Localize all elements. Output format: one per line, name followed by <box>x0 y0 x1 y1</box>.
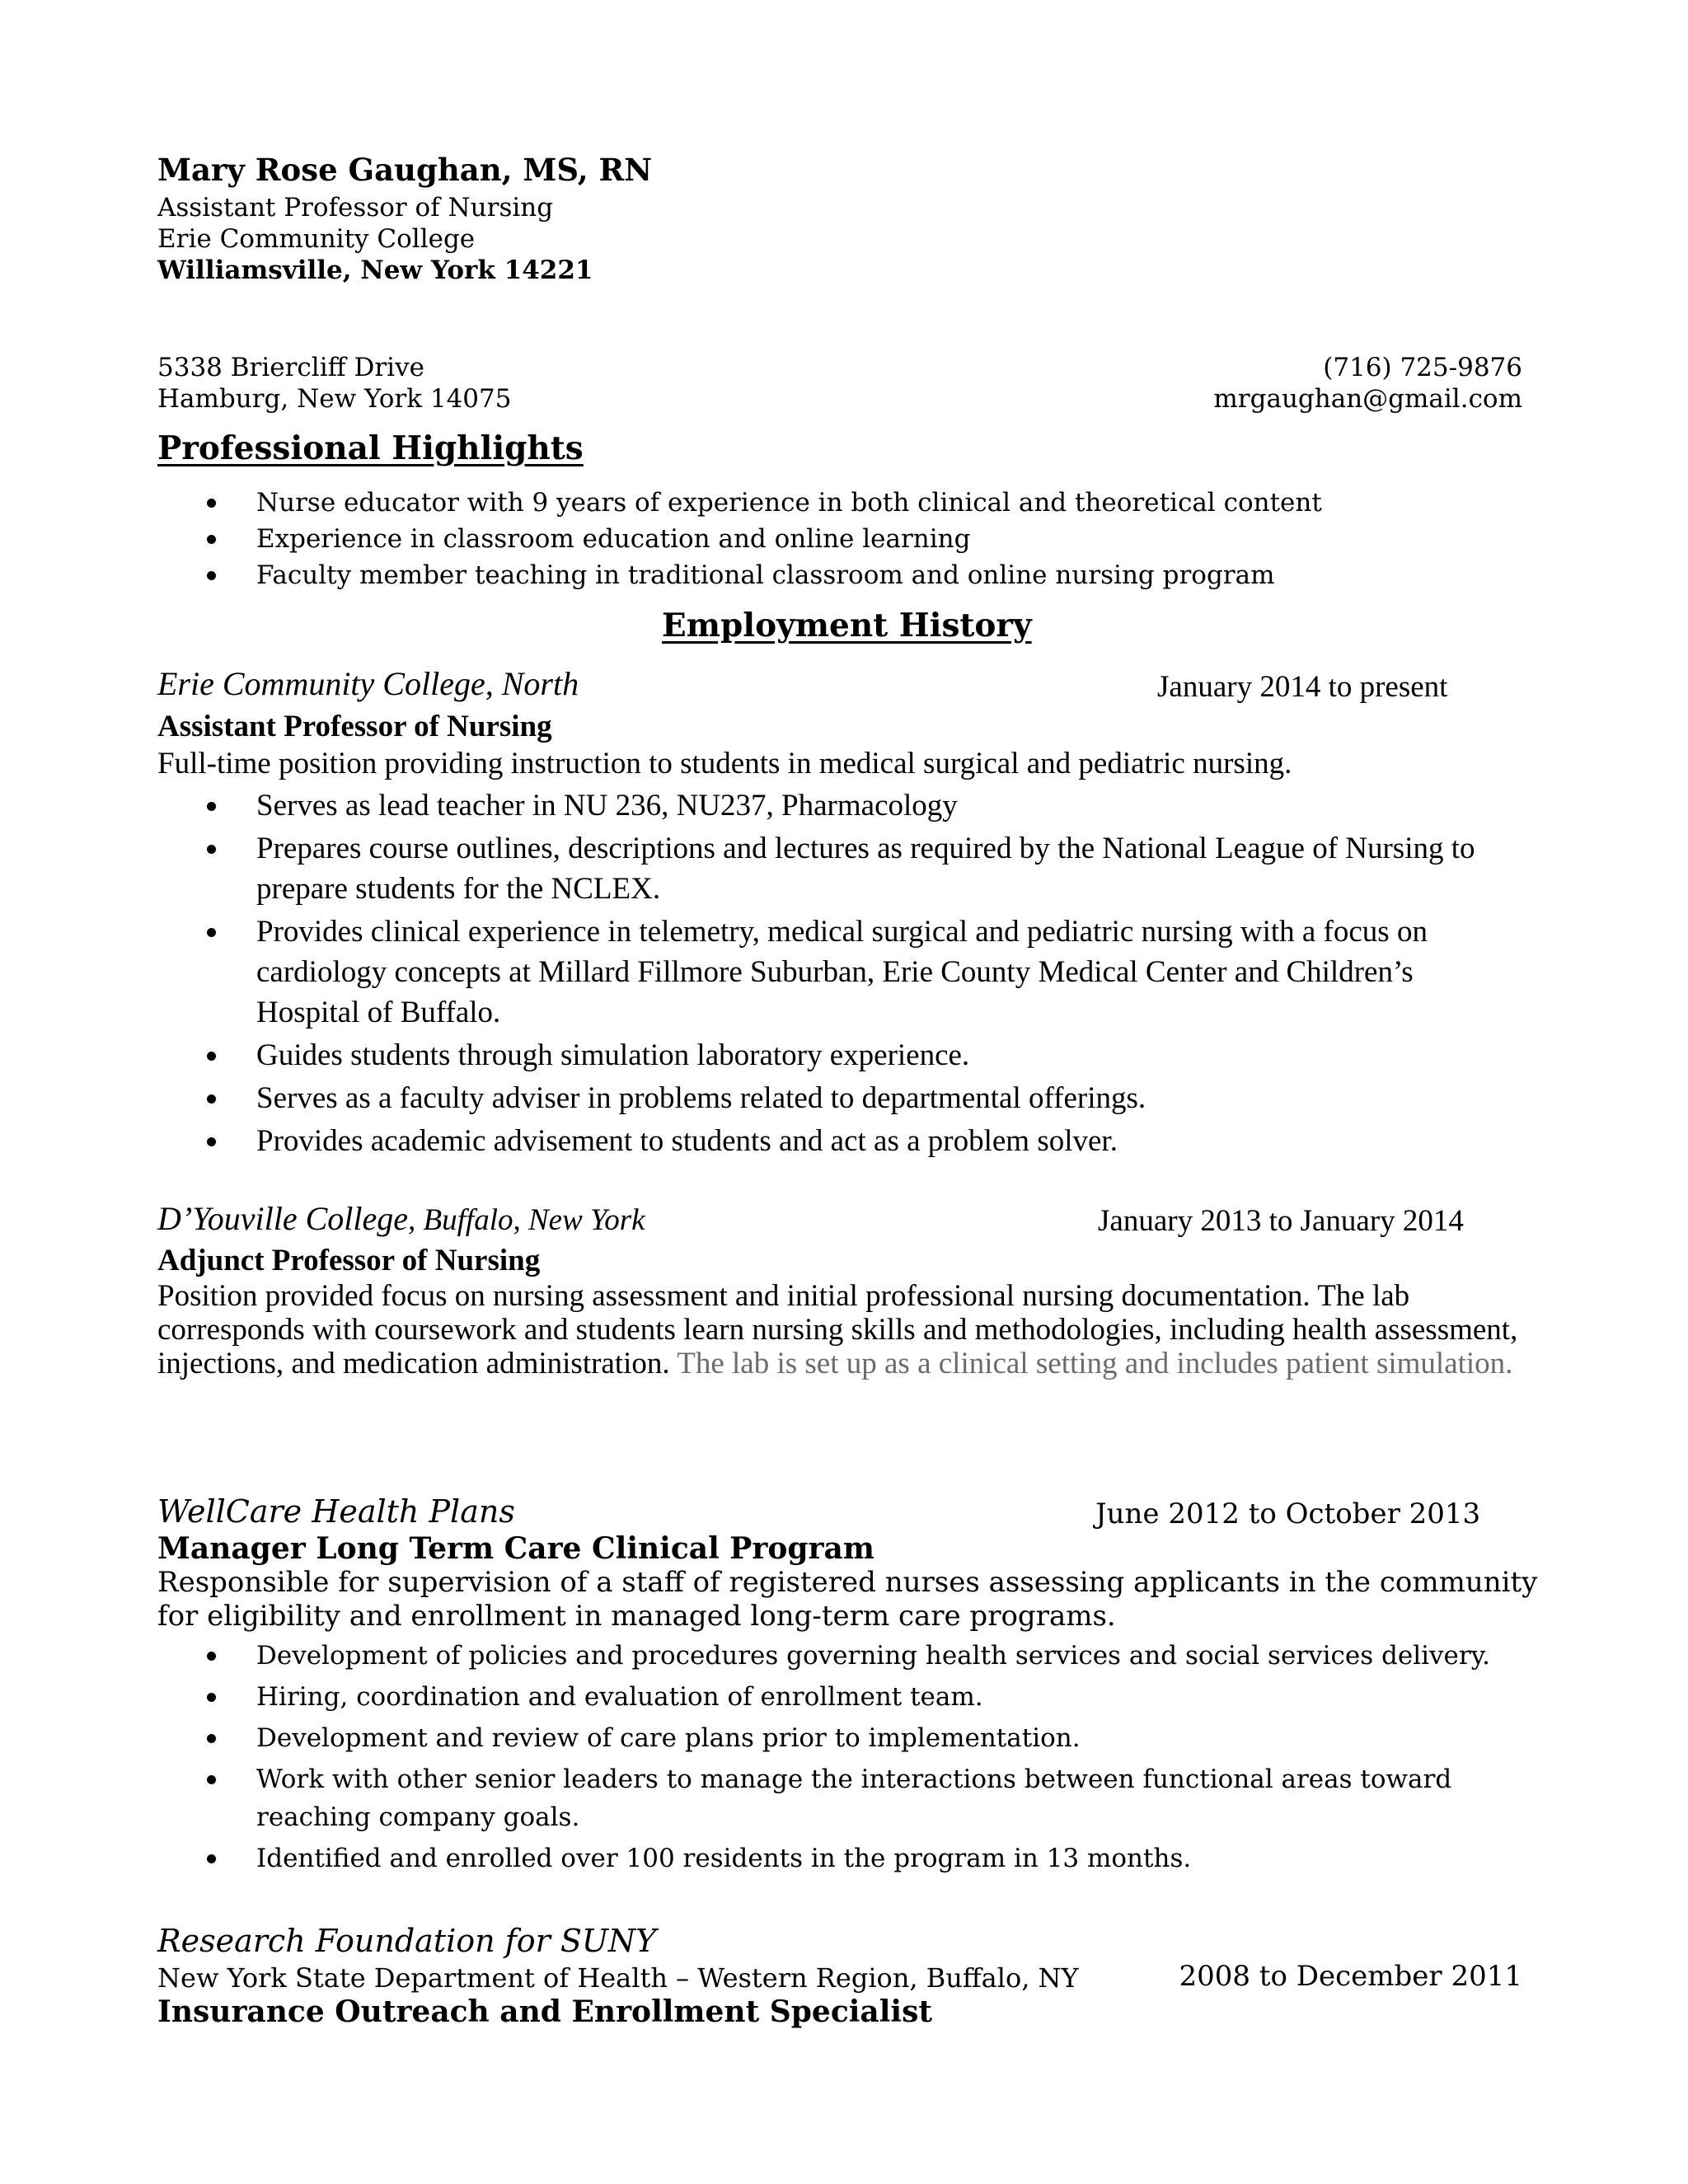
employment-dates: January 2014 to present <box>1157 670 1448 704</box>
job-title: Insurance Outreach and Enrollment Specialist <box>157 1994 932 2029</box>
employer-name: Research Foundation for SUNY <box>157 1923 657 1959</box>
list-item: Nurse educator with 9 years of experience in both clinical and theoretical content <box>157 485 1559 521</box>
job-summary: Full-time position providing instruction to students in medical surgical and pediatric nursing. <box>157 747 1292 780</box>
job-duties-list <box>157 1637 1493 1881</box>
job-title: Adjunct Professor of Nursing <box>157 1244 541 1277</box>
header-title: Assistant Professor of Nursing <box>157 193 554 223</box>
list-item: Faculty member teaching in traditional classroom and online nursing program <box>157 557 1559 593</box>
job-duties-list <box>157 785 1509 1164</box>
list-item: Provides clinical experience in telemetry, medical surgical and pediatric nursing with a focus on cardiology concepts at Millard Fillmore Suburban, Erie County Medical Center and Children’s Hospital of Buffalo. <box>157 912 1509 1033</box>
employer-location: , Buffalo, New York <box>408 1203 645 1237</box>
contact-street: 5338 Briercliff Drive <box>157 353 424 382</box>
list-item: Serves as lead teacher in NU 236, NU237, Pharmacology <box>157 785 1509 826</box>
job-summary-text: Position provided focus on nursing assessment and initial professional nursing documentation. The lab corresponds with coursework and students learn nursing skills and methodologies, including health assessment, injections, and medication administration. <box>157 1279 1518 1380</box>
list-item: Guides students through simulation laboratory experience. <box>157 1035 1509 1076</box>
contact-city: Hamburg, New York 14075 <box>157 384 512 414</box>
employer-name: WellCare Health Plans <box>157 1493 515 1530</box>
list-item: Prepares course outlines, descriptions and lectures as required by the National League of Nursing to prepare students for the NCLEX. <box>157 828 1509 909</box>
employer-name: Erie Community College, North <box>157 665 579 702</box>
employer-line <box>157 1199 645 1238</box>
employment-dates: June 2012 to October 2013 <box>1095 1497 1481 1530</box>
job-summary <box>157 1279 1542 1380</box>
header-institution: Erie Community College <box>157 224 476 254</box>
employment-dates: 2008 to December 2011 <box>1179 1960 1522 1993</box>
list-item: Development and review of care plans prior to implementation. <box>157 1719 1493 1757</box>
highlights-list <box>157 485 1559 593</box>
list-item: Experience in classroom education and online learning <box>157 521 1559 557</box>
person-credentials: , MS, RN <box>501 152 653 188</box>
employer-department: New York State Department of Health – Western Region, Buffalo, NY <box>157 1962 1079 1994</box>
job-title: Manager Long Term Care Clinical Program <box>157 1531 874 1566</box>
contact-phone: (716) 725-9876 <box>1323 353 1522 382</box>
list-item: Provides academic advisement to students and act as a problem solver. <box>157 1121 1509 1161</box>
contact-email: mrgaughan@gmail.com <box>1213 384 1522 414</box>
list-item: Hiring, coordination and evaluation of enrollment team. <box>157 1678 1493 1716</box>
section-title-employment: Employment History <box>662 607 1032 644</box>
list-item: Work with other senior leaders to manage the interactions between functional areas toward reaching company goals. <box>157 1760 1493 1836</box>
person-name: Mary Rose Gaughan <box>157 152 502 188</box>
list-item: Development of policies and procedures governing health services and social services delivery. <box>157 1637 1493 1675</box>
employer-name: D’Youville College <box>157 1200 409 1237</box>
list-item: Serves as a faculty adviser in problems related to departmental offerings. <box>157 1078 1509 1118</box>
header-location: Williamsville, New York 14221 <box>157 255 593 285</box>
job-summary-note: The lab is set up as a clinical setting and includes patient simulation. <box>669 1347 1513 1380</box>
section-title-highlights: Professional Highlights <box>157 429 584 467</box>
employment-dates: January 2013 to January 2014 <box>1098 1204 1464 1238</box>
resume-name-line <box>157 152 652 188</box>
list-item: Identified and enrolled over 100 residents in the program in 13 months. <box>157 1840 1493 1877</box>
job-summary: Responsible for supervision of a staff of registered nurses assessing applicants in the community for eligibility and enrollment in managed long-term care programs. <box>157 1566 1538 1633</box>
job-title: Assistant Professor of Nursing <box>157 710 552 743</box>
